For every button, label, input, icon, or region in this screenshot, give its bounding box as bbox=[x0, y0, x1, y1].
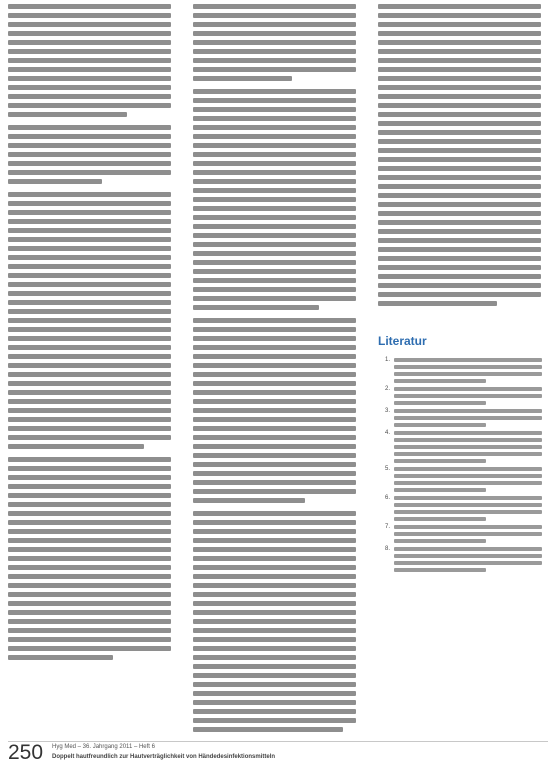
references-heading: Literatur bbox=[378, 334, 427, 348]
text-line bbox=[394, 517, 486, 521]
text-line bbox=[193, 628, 356, 633]
text-line bbox=[8, 4, 171, 9]
text-line bbox=[394, 445, 542, 449]
text-line bbox=[193, 278, 356, 283]
text-line bbox=[193, 269, 356, 274]
text-line bbox=[8, 161, 171, 166]
text-line bbox=[193, 305, 319, 310]
text-line bbox=[378, 40, 541, 45]
text-line bbox=[8, 592, 171, 597]
text-line bbox=[394, 394, 542, 398]
text-line bbox=[193, 67, 356, 72]
text-line bbox=[8, 502, 171, 507]
text-line bbox=[193, 215, 356, 220]
text-line bbox=[8, 85, 171, 90]
text-line bbox=[8, 76, 171, 81]
text-line bbox=[8, 444, 144, 449]
text-line bbox=[8, 255, 171, 260]
reference-entry bbox=[378, 409, 548, 427]
text-line bbox=[378, 85, 541, 90]
text-line bbox=[378, 94, 541, 99]
text-line bbox=[193, 691, 356, 696]
text-line bbox=[193, 197, 356, 202]
text-line bbox=[8, 336, 171, 341]
text-line bbox=[193, 58, 356, 63]
text-line bbox=[193, 242, 356, 247]
text-line bbox=[8, 291, 171, 296]
text-line bbox=[378, 256, 541, 261]
text-line bbox=[8, 143, 171, 148]
text-line bbox=[394, 438, 542, 442]
text-line bbox=[8, 264, 171, 269]
text-line bbox=[378, 76, 541, 81]
text-line bbox=[8, 201, 171, 206]
text-line bbox=[8, 610, 171, 615]
text-line bbox=[8, 547, 171, 552]
text-line bbox=[193, 152, 356, 157]
text-line bbox=[8, 219, 171, 224]
reference-entry bbox=[378, 358, 548, 383]
text-line bbox=[378, 220, 541, 225]
text-line bbox=[193, 399, 356, 404]
text-line bbox=[8, 282, 171, 287]
text-line bbox=[378, 103, 541, 108]
reference-number: 7. bbox=[384, 524, 390, 530]
text-line bbox=[378, 58, 541, 63]
text-line bbox=[193, 610, 356, 615]
text-line bbox=[193, 251, 356, 256]
text-line bbox=[193, 565, 356, 570]
text-line bbox=[193, 49, 356, 54]
text-line bbox=[193, 462, 356, 467]
text-line bbox=[193, 372, 356, 377]
text-line bbox=[193, 107, 356, 112]
text-line bbox=[8, 273, 171, 278]
footer-divider bbox=[8, 741, 548, 742]
reference-entry bbox=[378, 547, 548, 572]
text-line bbox=[8, 237, 171, 242]
text-line bbox=[8, 345, 171, 350]
text-line bbox=[8, 112, 127, 117]
text-line bbox=[193, 125, 356, 130]
reference-number: 5. bbox=[384, 466, 390, 472]
text-line bbox=[193, 498, 305, 503]
text-line bbox=[378, 283, 541, 288]
text-line bbox=[378, 13, 541, 18]
text-line bbox=[193, 489, 356, 494]
text-line bbox=[8, 192, 171, 197]
text-line bbox=[394, 416, 542, 420]
text-line bbox=[193, 583, 356, 588]
text-line bbox=[8, 67, 171, 72]
body-text-column-2 bbox=[193, 4, 363, 736]
text-line bbox=[394, 510, 542, 514]
text-line bbox=[193, 260, 356, 265]
text-line bbox=[8, 354, 171, 359]
text-line bbox=[8, 408, 171, 413]
text-line bbox=[394, 474, 542, 478]
text-line bbox=[394, 401, 486, 405]
body-text-column-3 bbox=[378, 4, 548, 310]
text-line bbox=[378, 49, 541, 54]
text-line bbox=[8, 363, 171, 368]
text-line bbox=[378, 301, 497, 306]
text-line bbox=[394, 365, 542, 369]
body-text-column-1 bbox=[8, 4, 178, 664]
text-line bbox=[378, 193, 541, 198]
text-line bbox=[8, 417, 171, 422]
text-line bbox=[193, 336, 356, 341]
text-line bbox=[193, 574, 356, 579]
text-line bbox=[394, 554, 542, 558]
text-line bbox=[193, 327, 356, 332]
text-line bbox=[193, 547, 356, 552]
text-line bbox=[193, 444, 356, 449]
reference-entry bbox=[378, 387, 548, 405]
text-line bbox=[8, 475, 171, 480]
text-line bbox=[394, 409, 542, 413]
article-running-title: Doppelt hautfreundlich zur Hautverträglichkeit von Händedesinfektionsmitteln bbox=[52, 754, 276, 760]
text-line bbox=[8, 309, 171, 314]
text-line bbox=[8, 58, 171, 63]
text-line bbox=[8, 125, 171, 130]
reference-number: 6. bbox=[384, 495, 390, 501]
text-line bbox=[394, 525, 542, 529]
text-line bbox=[193, 426, 356, 431]
text-line bbox=[8, 426, 171, 431]
text-line bbox=[193, 296, 356, 301]
text-line bbox=[193, 170, 356, 175]
reference-number: 8. bbox=[384, 546, 390, 552]
text-line bbox=[193, 233, 356, 238]
text-line bbox=[193, 13, 356, 18]
text-line bbox=[394, 431, 542, 435]
text-line bbox=[8, 435, 171, 440]
text-line bbox=[193, 619, 356, 624]
text-line bbox=[8, 40, 171, 45]
reference-entry bbox=[378, 467, 548, 492]
text-line bbox=[394, 379, 486, 383]
text-line bbox=[378, 292, 541, 297]
text-line bbox=[8, 300, 171, 305]
text-line bbox=[193, 682, 356, 687]
text-line bbox=[8, 646, 171, 651]
text-line bbox=[8, 457, 171, 462]
text-line bbox=[193, 727, 343, 732]
text-line bbox=[378, 247, 541, 252]
text-line bbox=[193, 664, 356, 669]
text-line bbox=[8, 390, 171, 395]
text-line bbox=[394, 372, 542, 376]
text-line bbox=[193, 318, 356, 323]
text-line bbox=[193, 31, 356, 36]
text-line bbox=[394, 452, 542, 456]
text-line bbox=[8, 134, 171, 139]
text-line bbox=[8, 601, 171, 606]
text-line bbox=[378, 130, 541, 135]
text-line bbox=[193, 556, 356, 561]
text-line bbox=[193, 453, 356, 458]
text-line bbox=[193, 188, 356, 193]
text-line bbox=[8, 637, 171, 642]
text-line bbox=[394, 568, 486, 572]
text-line bbox=[193, 116, 356, 121]
text-line bbox=[193, 480, 356, 485]
text-line bbox=[394, 503, 542, 507]
text-line bbox=[8, 152, 171, 157]
text-line bbox=[8, 210, 171, 215]
text-line bbox=[8, 538, 171, 543]
text-line bbox=[8, 655, 113, 660]
text-line bbox=[193, 161, 356, 166]
text-line bbox=[378, 22, 541, 27]
text-line bbox=[193, 143, 356, 148]
text-line bbox=[8, 103, 171, 108]
text-line bbox=[378, 238, 541, 243]
text-line bbox=[394, 481, 542, 485]
text-line bbox=[193, 134, 356, 139]
text-line bbox=[193, 287, 356, 292]
text-line bbox=[193, 700, 356, 705]
text-line bbox=[193, 520, 356, 525]
text-line bbox=[193, 22, 356, 27]
text-line bbox=[193, 592, 356, 597]
text-line bbox=[378, 184, 541, 189]
text-line bbox=[8, 628, 171, 633]
text-line bbox=[378, 166, 541, 171]
text-line bbox=[193, 529, 356, 534]
page-number: 250 bbox=[8, 741, 44, 764]
text-line bbox=[378, 274, 541, 279]
text-line bbox=[193, 381, 356, 386]
text-line bbox=[193, 98, 356, 103]
text-line bbox=[378, 139, 541, 144]
text-line bbox=[8, 94, 171, 99]
reference-list bbox=[378, 358, 548, 576]
text-line bbox=[394, 459, 486, 463]
text-line bbox=[394, 467, 542, 471]
text-line bbox=[193, 390, 356, 395]
text-line bbox=[378, 211, 541, 216]
text-line bbox=[193, 655, 356, 660]
text-line bbox=[193, 511, 356, 516]
reference-entry bbox=[378, 496, 548, 521]
text-line bbox=[8, 31, 171, 36]
reference-entry bbox=[378, 431, 548, 463]
text-line bbox=[8, 466, 171, 471]
text-line bbox=[8, 565, 171, 570]
journal-citation-line: Hyg Med – 36. Jahrgang 2011 – Heft 6 bbox=[52, 744, 155, 750]
text-line bbox=[8, 529, 171, 534]
text-line bbox=[193, 224, 356, 229]
text-line bbox=[193, 637, 356, 642]
text-line bbox=[8, 511, 171, 516]
text-line bbox=[193, 354, 356, 359]
text-line bbox=[193, 471, 356, 476]
reference-number: 4. bbox=[384, 430, 390, 436]
text-line bbox=[8, 556, 171, 561]
text-line bbox=[8, 583, 171, 588]
text-line bbox=[193, 206, 356, 211]
text-line bbox=[378, 121, 541, 126]
text-line bbox=[8, 520, 171, 525]
text-line bbox=[8, 372, 171, 377]
text-line bbox=[394, 488, 486, 492]
text-line bbox=[193, 89, 356, 94]
text-line bbox=[394, 423, 486, 427]
text-line bbox=[8, 179, 102, 184]
text-line bbox=[394, 547, 542, 551]
text-line bbox=[193, 538, 356, 543]
reference-number: 2. bbox=[384, 386, 390, 392]
text-line bbox=[193, 408, 356, 413]
text-line bbox=[378, 67, 541, 72]
text-line bbox=[8, 493, 171, 498]
text-line bbox=[193, 646, 356, 651]
text-line bbox=[394, 358, 542, 362]
text-line bbox=[394, 387, 542, 391]
text-line bbox=[193, 345, 356, 350]
text-line bbox=[8, 619, 171, 624]
text-line bbox=[378, 175, 541, 180]
text-line bbox=[8, 228, 171, 233]
text-line bbox=[8, 484, 171, 489]
text-line bbox=[394, 561, 542, 565]
text-line bbox=[8, 49, 171, 54]
text-line bbox=[193, 718, 356, 723]
text-line bbox=[8, 318, 171, 323]
text-line bbox=[193, 673, 356, 678]
text-line bbox=[378, 265, 541, 270]
text-line bbox=[8, 381, 171, 386]
text-line bbox=[378, 148, 541, 153]
text-line bbox=[8, 574, 171, 579]
text-line bbox=[378, 157, 541, 162]
text-line bbox=[378, 202, 541, 207]
reference-number: 1. bbox=[384, 357, 390, 363]
text-line bbox=[378, 4, 541, 9]
text-line bbox=[8, 170, 171, 175]
text-line bbox=[8, 22, 171, 27]
text-line bbox=[394, 532, 542, 536]
text-line bbox=[193, 4, 356, 9]
text-line bbox=[8, 13, 171, 18]
text-line bbox=[193, 601, 356, 606]
text-line bbox=[193, 179, 356, 184]
text-line bbox=[193, 40, 356, 45]
text-line bbox=[8, 327, 171, 332]
text-line bbox=[378, 31, 541, 36]
text-line bbox=[394, 496, 542, 500]
text-line bbox=[378, 112, 541, 117]
text-line bbox=[193, 363, 356, 368]
text-line bbox=[193, 709, 356, 714]
text-line bbox=[193, 417, 356, 422]
text-line bbox=[193, 76, 292, 81]
text-line bbox=[8, 246, 171, 251]
reference-number: 3. bbox=[384, 408, 390, 414]
text-line bbox=[193, 435, 356, 440]
text-line bbox=[394, 539, 486, 543]
text-line bbox=[8, 399, 171, 404]
reference-entry bbox=[378, 525, 548, 543]
text-line bbox=[378, 229, 541, 234]
